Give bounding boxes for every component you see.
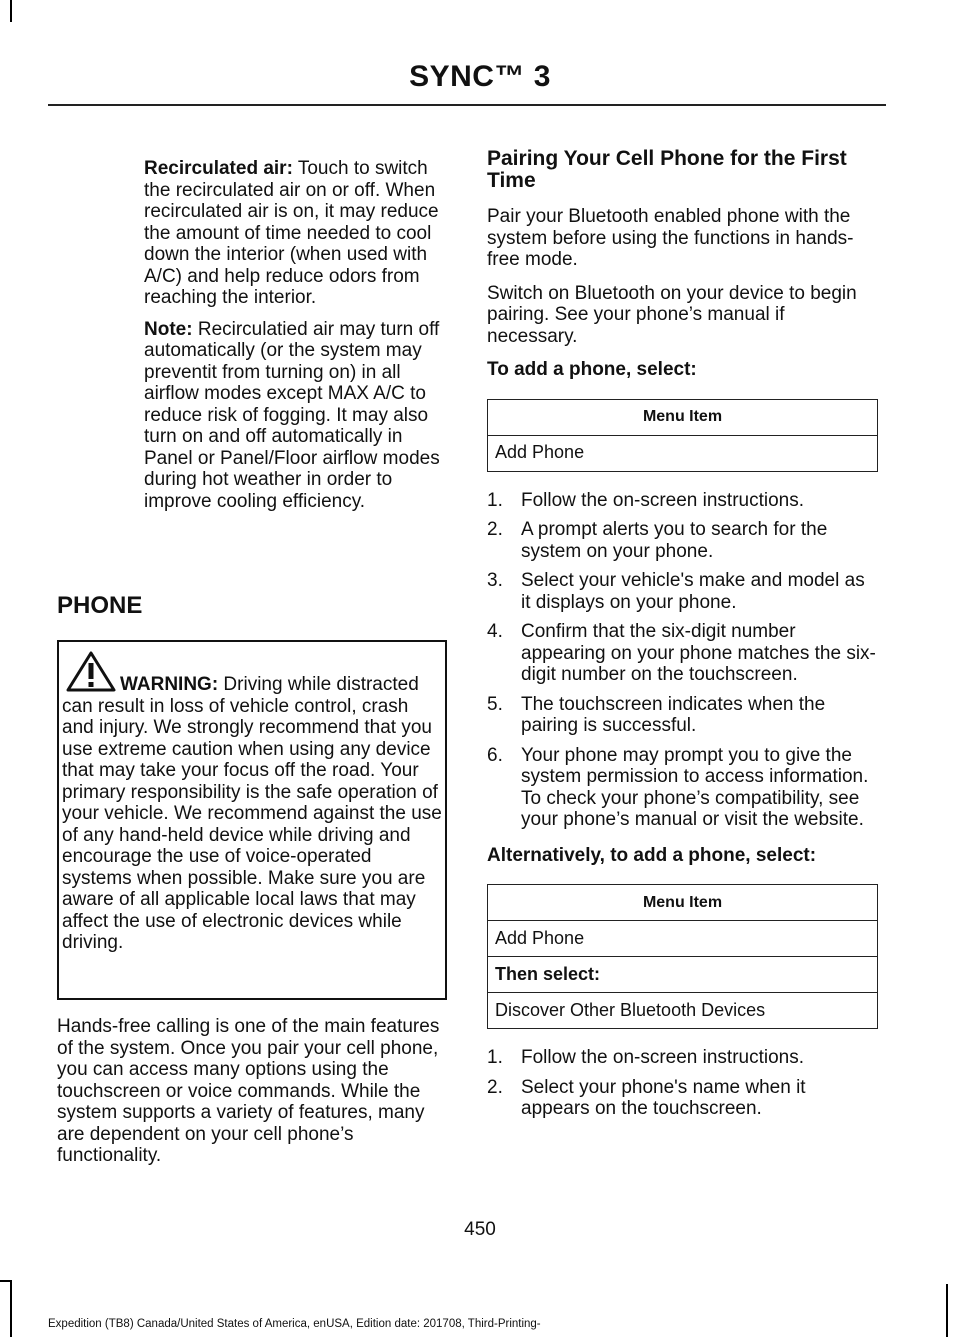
warning-label: WARNING: — [120, 674, 219, 695]
add-phone-label: To add a phone, select: — [487, 359, 697, 380]
hands-free-text: Hands-free calling is one of the main features of the system. Once you pair your cell phone, you can access many options using the touchscreen or voice commands. While the system supports a variety of features, many are dependent on your cell phone’s functionality. — [57, 1016, 440, 1166]
note-text: Recirculatied air may turn off automatically (or the system may preventit from turning on) in all airflow modes except MAX A/C to reduce risk of fogging. It may also turn on and off automatically in Panel or Panel/Floor airflow modes during hot weather in order to improve cooling efficiency. — [144, 318, 440, 512]
menu-table-cell: Discover Other Bluetooth Devices — [488, 993, 878, 1029]
recirculated-air-paragraph — [144, 158, 446, 309]
alternative-steps-list — [487, 1047, 879, 1120]
recirculated-air-text: Touch to switch the recirculated air on or off. When recirculated air is on, it may reduce the amount of time needed to cool down the interior (when used with A/C) and help reduce odors from reaching the interior. — [144, 158, 439, 308]
bluetooth-paragraph: Switch on Bluetooth on your device to begin pairing. See your phone’s manual if necessary. — [487, 282, 857, 347]
warning-box — [57, 640, 447, 1000]
step-number: 5. — [487, 693, 503, 715]
step-number: 3. — [487, 570, 503, 591]
page-footer: Expedition (TB8) Canada/United States of America, enUSA, Edition date: 201708, Third-Printing- — [48, 1318, 541, 1330]
menu-table-cell: Add Phone — [488, 435, 878, 471]
warning-triangle-icon — [65, 650, 117, 694]
step-number: 1. — [487, 1047, 503, 1068]
page-header-title: SYNC™ 3 — [409, 60, 551, 93]
list-item — [487, 519, 879, 562]
menu-table-header: Menu Item — [488, 885, 878, 921]
step-number: 4. — [487, 621, 503, 642]
step-text: Your phone may prompt you to give the system permission to access information. To check your phone’s compatibility, see your phone’s manual or visit the website. — [521, 744, 869, 830]
list-item — [487, 621, 879, 686]
step-text: Confirm that the six-digit number appearing on your phone matches the six-digit number on the touchscreen. — [521, 621, 876, 685]
header-divider — [48, 104, 886, 106]
step-text: The touchscreen indicates when the pairing is successful. — [521, 693, 826, 736]
menu-table-discover — [487, 884, 878, 1029]
note-paragraph — [144, 319, 446, 513]
crop-mark — [10, 1280, 12, 1337]
step-text: Follow the on-screen instructions. — [521, 489, 805, 511]
list-item — [487, 1047, 879, 1069]
step-text: Select your phone's name when it appears on the touchscreen. — [521, 1076, 806, 1119]
recirculated-air-section — [144, 158, 446, 512]
menu-table-add-phone — [487, 399, 878, 472]
crop-mark — [946, 1284, 948, 1337]
crop-mark — [0, 1280, 12, 1282]
step-number: 6. — [487, 744, 503, 766]
crop-mark — [10, 0, 12, 22]
list-item — [487, 745, 879, 831]
step-number: 1. — [487, 489, 503, 511]
list-item — [487, 490, 879, 512]
recirculated-air-label: Recirculated air: — [144, 158, 293, 179]
pairing-steps-list — [487, 490, 879, 831]
step-number: 2. — [487, 519, 503, 540]
warning-paragraph — [62, 674, 442, 954]
list-item — [487, 1077, 879, 1120]
alternative-add-phone-label: Alternatively, to add a phone, select: — [487, 844, 817, 866]
menu-table-cell: Add Phone — [488, 921, 878, 957]
note-label: Note: — [144, 318, 193, 340]
list-item — [487, 694, 879, 737]
step-text: A prompt alerts you to search for the system on your phone. — [521, 519, 828, 562]
step-text: Select your vehicle's make and model as it displays on your phone. — [521, 570, 865, 613]
menu-table-cell: Then select: — [488, 957, 878, 993]
section-heading-phone: PHONE — [57, 592, 143, 619]
page-number: 450 — [464, 1219, 496, 1240]
step-number: 2. — [487, 1076, 503, 1098]
pairing-section — [487, 148, 879, 1134]
hands-free-paragraph — [57, 1016, 447, 1167]
pairing-heading: Pairing Your Cell Phone for the First Time — [487, 147, 847, 192]
step-text: Follow the on-screen instructions. — [521, 1047, 805, 1068]
list-item — [487, 570, 879, 613]
pairing-intro-paragraph: Pair your Bluetooth enabled phone with the system before using the functions in hands-free mode. — [487, 206, 854, 270]
warning-text: Driving while distracted can result in loss of vehicle control, crash and injury. We strongly recommend that you use extreme caution when using any device that may take your focus off the road. Your primary responsibility is the safe operation of your vehicle. We recommend against the use of any hand-held device while driving and encourage the use of voice-operated systems when possible. Make sure you are aware of all applicable local laws that may affect the use of electronic devices while driving. — [62, 674, 442, 953]
menu-table-header: Menu Item — [488, 399, 878, 435]
